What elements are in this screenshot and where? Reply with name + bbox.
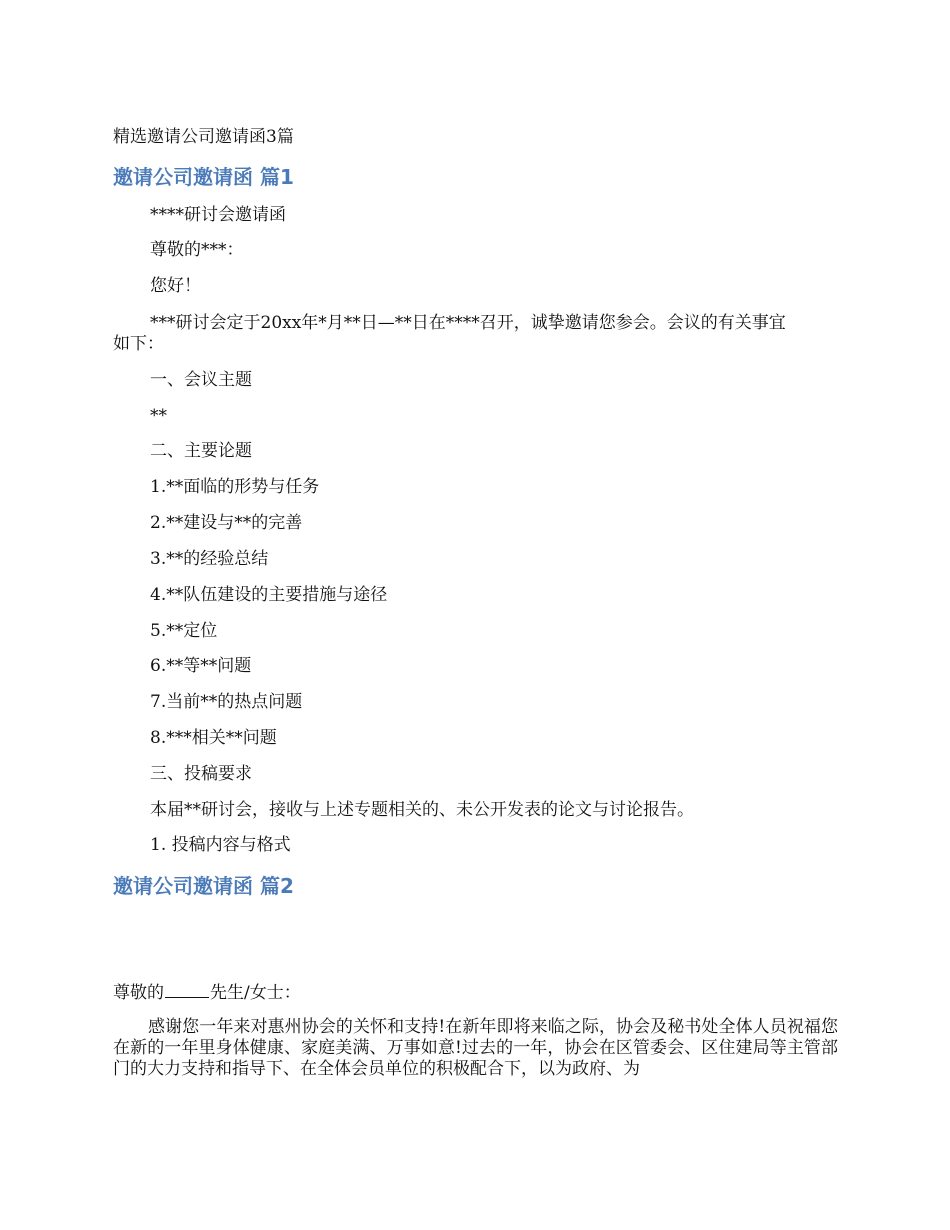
body-line: ** (150, 406, 167, 426)
body-line: 2.**建设与**的完善 (150, 513, 303, 533)
body-paragraph: 感谢您一年来对惠州协会的关怀和支持!在新年即将来临之际，协会及秘书处全体人员祝福您在新的一年里身体健康、家庭美满、万事如意!过去的一年，协会在区管委会、区住建局等主管部门的大力支持和指导下、在全体会员单位的积极配合下，以为政府、为 (113, 1017, 838, 1079)
section-heading-2: 邀请公司邀请函 篇2 (113, 874, 294, 898)
body-line: 8.***相关**问题 (150, 728, 277, 748)
salutation-line (113, 983, 301, 1003)
body-line: 1.**面临的形势与任务 (150, 477, 320, 497)
salutation-prefix: 尊敬的 (113, 983, 164, 1003)
body-line: 1. 投稿内容与格式 (150, 835, 291, 855)
body-line: 本届**研讨会，接收与上述专题相关的、未公开发表的论文与讨论报告。 (150, 800, 694, 820)
body-line: ***研讨会定于20xx年*月**日—**日在****召开，诚挚邀请您参会。会议的有关事宜 (150, 313, 786, 333)
document-title: 精选邀请公司邀请函3篇 (113, 127, 294, 147)
body-line: 一、会议主题 (150, 370, 252, 390)
body-line: 6.**等**问题 (150, 656, 252, 676)
body-line: 尊敬的***： (150, 240, 244, 260)
body-line: 7.当前**的热点问题 (150, 692, 303, 712)
body-line: ****研讨会邀请函 (150, 205, 286, 225)
body-line: 3.**的经验总结 (150, 549, 269, 569)
body-line: 4.**队伍建设的主要措施与途径 (150, 585, 388, 605)
section-heading-1: 邀请公司邀请函 篇1 (113, 165, 294, 189)
body-line: 5.**定位 (150, 621, 218, 641)
name-blank (165, 983, 209, 998)
body-line: 如下： (113, 334, 164, 354)
body-line: 二、主要论题 (150, 441, 252, 461)
body-line: 三、投稿要求 (150, 764, 252, 784)
body-line: 您好！ (150, 276, 201, 296)
salutation-suffix: 先生/女士： (210, 983, 301, 1003)
